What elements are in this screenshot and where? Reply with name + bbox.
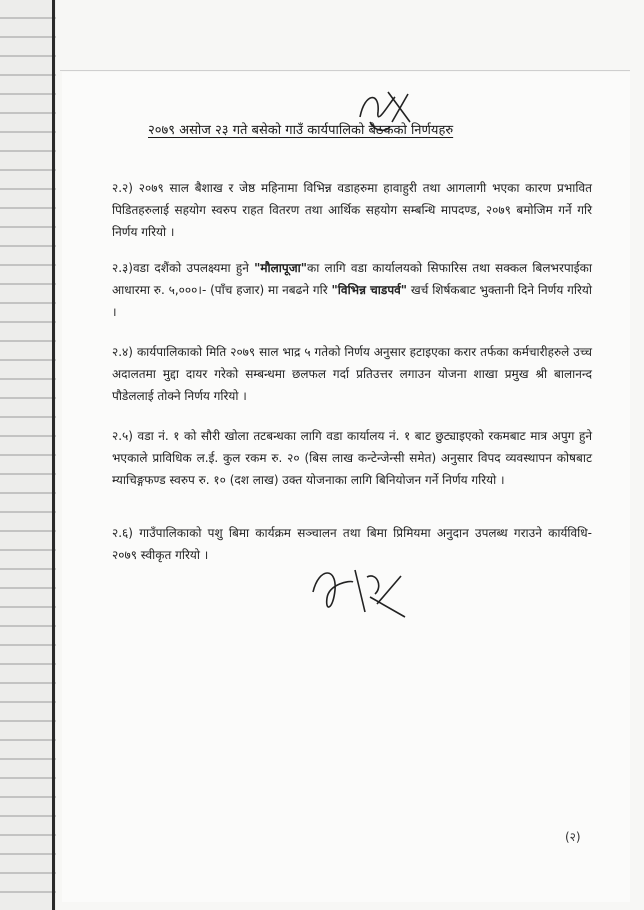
paragraph-number: २.४)	[112, 345, 133, 359]
paragraph-2-4	[112, 341, 592, 407]
paragraph-text-part: खर्च शिर्षकबाट भुक्तानी दिने निर्णय गरियो ।	[112, 283, 592, 319]
page-title: २०७९ असोज २३ गते बसेको गाउँ कार्यपालिको बैठकको निर्णयहरु	[148, 123, 454, 138]
bold-term-maulapuja: "मौलापूजा"	[254, 261, 307, 275]
page-number: (२)	[565, 830, 581, 844]
paragraph-2-2	[112, 177, 592, 243]
paragraph-text: २०७९ साल बैशाख र जेष्ठ महिनामा विभिन्न वडाहरुमा हावाहुरी तथा आगलागी भएका कारण प्रभावित पिडितहरुलाई सहयोग स्वरुप राहत वितरण तथा आर्थिक सहयोग सम्बन्धि मापदण्ड, २०७९ बमोजिम गर्ने गरि निर्णय गरियो ।	[112, 181, 592, 239]
signature-bottom	[305, 562, 415, 622]
page-top-edge	[60, 70, 630, 71]
paragraph-2-6	[112, 522, 592, 566]
paragraph-text: कार्यपालिकाको मिति २०७९ साल भाद्र ५ गतेको निर्णय अनुसार हटाइएका करार तर्फका कर्मचारीहरुले उच्च अदालतमा मुद्दा दायर गरेको सम्बन्धमा छलफल गर्दा प्रतिउत्तर लगाउन योजना शाखा प्रमुख श्री बालानन्द पौडेललाई तोक्ने निर्णय गरियो ।	[112, 345, 592, 403]
paragraph-text-part: वडा दशैंको उपलक्ष्यमा हुने	[132, 261, 255, 275]
paragraph-number: २.२)	[112, 181, 133, 195]
paragraph-text-part: का लागि वडा कार्यालयको सिफारिस तथा सक्कल बिलभरपाईका आधारमा रु. ५,०००।- (पाँच हजार) मा नबढने गरि	[112, 261, 592, 297]
paragraph-number: २.५)	[112, 429, 133, 443]
paragraph-number: २.६)	[112, 526, 133, 540]
bold-term-chadparva: "विभिन्न चाडपर्व"	[331, 283, 408, 297]
paragraph-number: २.३)	[112, 261, 133, 275]
paragraph-2-3	[112, 257, 592, 323]
paragraph-text: गाउँपालिकाको पशु बिमा कार्यक्रम सञ्चालन तथा बिमा प्रिमियमा अनुदान उपलब्ध गराउने कार्यविधि- २०७९ स्वीकृत गरियो ।	[112, 526, 592, 562]
binder-margin	[0, 0, 56, 910]
paragraph-2-5	[112, 425, 592, 491]
paragraph-text: वडा नं. १ को सौरी खोला तटबन्धका लागि वडा कार्यालय नं. १ बाट छुट्याइएको रकमबाट मात्र अपुग हुने भएकाले प्राविधिक ल.ई. कुल रकम रु. २० (बिस लाख कन्टेन्जेन्सी समेत) अनुसार विपद व्यवस्थापन कोषबाट म्याचिङ्गफण्ड स्वरुप रु. १० (दश लाख) उक्त योजनाका लागि बिनियोजन गर्ने निर्णय गरियो ।	[112, 429, 592, 487]
binder-spine	[52, 0, 55, 910]
